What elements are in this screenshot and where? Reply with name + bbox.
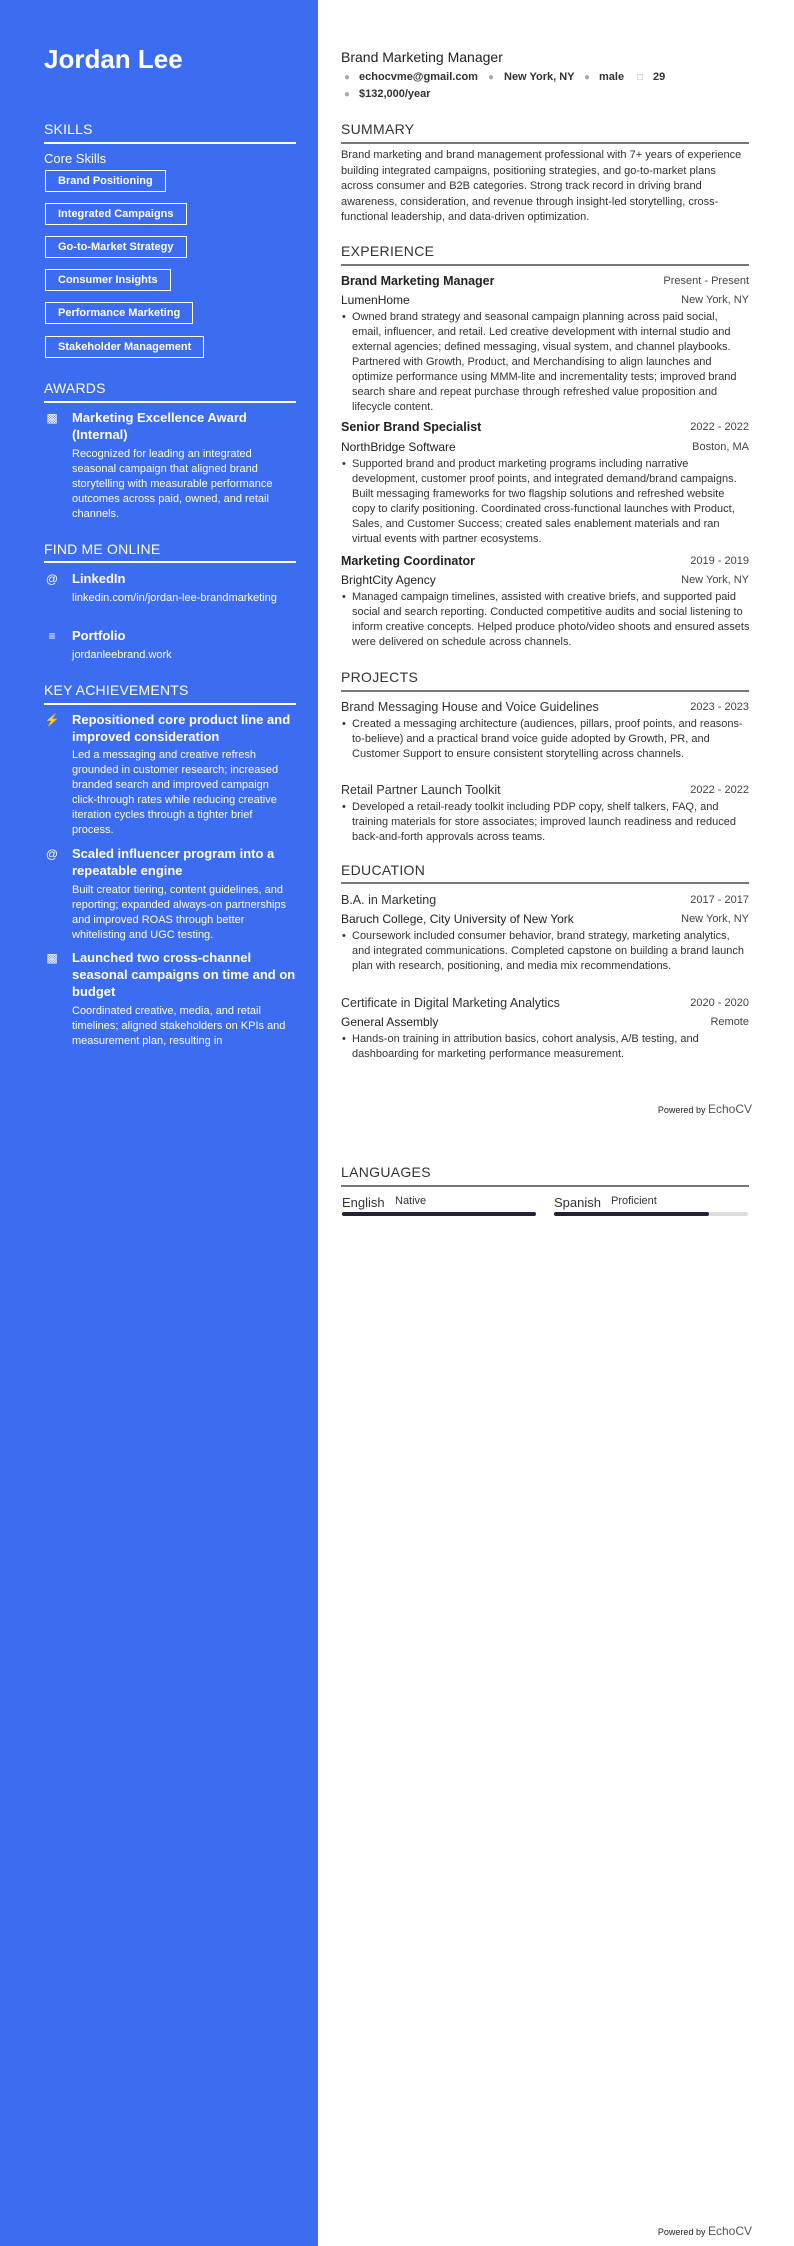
at-sign-icon: @ bbox=[45, 847, 59, 861]
skill-chip: Performance Marketing bbox=[45, 302, 193, 324]
find-me-online-heading: FIND ME ONLINE bbox=[44, 541, 161, 557]
trophy-icon: ▩ bbox=[46, 951, 58, 965]
job-title: Senior Brand Specialist bbox=[341, 420, 482, 434]
education-heading: EDUCATION bbox=[341, 862, 426, 878]
award-title: Marketing Excellence Award (Internal) bbox=[72, 410, 247, 442]
school-location: Remote bbox=[710, 1016, 749, 1028]
job-location: Boston, MA bbox=[692, 441, 749, 453]
school-name: Baruch College, City University of New York bbox=[341, 912, 574, 926]
echocv-brand[interactable]: EchoCV bbox=[707, 2224, 752, 2238]
core-skills-subheading: Core Skills bbox=[44, 151, 107, 166]
job-bullet: • Supported brand and product marketing programs including narrative development, customer proof points, and integrated demand/brand campaigns. Built messaging frameworks for two flagship solutions and refreshed website copy to clarify positioning. Coordinated cross-functional launches with Product, Sales, and Customer Success; created sales enablement materials and ran virtual events with partner ecosystems. bbox=[352, 457, 750, 547]
summary-text: Brand marketing and brand management professional with 7+ years of experience building integrated campaigns, positioning strategies, and go-to-market plans across consumer and B2B categories. Strong track record in driving brand awareness, consideration, and revenue through insight-led storytelling, cross-functional leadership, and data-driven optimization. bbox=[341, 149, 742, 223]
language-bar-track bbox=[342, 1212, 536, 1216]
achievement-description: Built creator tiering, content guidelines, and reporting; expanded always-on partnerships and improved ROAS through better whitelisting and UGC testing. bbox=[72, 884, 287, 941]
award-description: Recognized for leading an integrated seasonal campaign that aligned brand storytelling with measurable performance outcomes across paid, owned, and retail channels. bbox=[72, 448, 273, 520]
contact-location: New York, NY bbox=[504, 71, 575, 83]
job-location: New York, NY bbox=[681, 294, 749, 306]
email-icon: ● bbox=[343, 72, 351, 83]
degree-title: Certificate in Digital Marketing Analytics bbox=[341, 996, 560, 1010]
language-bar-fill bbox=[554, 1212, 709, 1216]
education-bullet: • Hands-on training in attribution basics, cohort analysis, A/B testing, and dashboarding for marketing performance measurement. bbox=[352, 1032, 750, 1062]
contact-gender: male bbox=[599, 71, 625, 83]
linkedin-link[interactable]: linkedin.com/in/jordan-lee-brandmarketing bbox=[72, 592, 277, 604]
education-bullet: • Coursework included consumer behavior, brand strategy, marketing analytics, and integrated communications. Completed capstone on building a brand launch plan with research, positioning, and media mix recommendations. bbox=[352, 929, 750, 974]
language-level: Native bbox=[395, 1195, 427, 1207]
degree-title: B.A. in Marketing bbox=[341, 893, 437, 907]
lightning-icon: ⚡ bbox=[44, 713, 60, 727]
portfolio-title: Portfolio bbox=[72, 628, 126, 643]
job-dates: 2022 - 2022 bbox=[690, 421, 749, 433]
find-me-online-divider bbox=[44, 561, 296, 563]
linkedin-title: LinkedIn bbox=[72, 571, 126, 586]
summary-heading: SUMMARY bbox=[341, 121, 415, 137]
education-divider bbox=[341, 882, 749, 884]
skill-chip: Stakeholder Management bbox=[45, 336, 204, 358]
school-name: General Assembly bbox=[341, 1015, 439, 1029]
project-dates: 2023 - 2023 bbox=[690, 701, 749, 713]
candidate-name: Jordan Lee bbox=[44, 44, 183, 74]
degree-dates: 2020 - 2020 bbox=[690, 997, 749, 1009]
link-lines-icon: ≡ bbox=[48, 629, 56, 643]
skill-chip: Go-to-Market Strategy bbox=[45, 236, 187, 258]
summary-divider bbox=[341, 142, 749, 144]
portfolio-link[interactable]: jordanleebrand.work bbox=[72, 649, 172, 661]
achievement-description: Coordinated creative, media, and retail timelines; aligned stakeholders on KPIs and measurement plan, resulting in bbox=[72, 1005, 286, 1047]
headline: Brand Marketing Manager bbox=[341, 49, 503, 65]
skill-chip: Consumer Insights bbox=[45, 269, 171, 291]
key-achievements-divider bbox=[44, 703, 296, 705]
awards-divider bbox=[44, 401, 296, 403]
languages-heading: LANGUAGES bbox=[341, 1164, 431, 1180]
job-title: Brand Marketing Manager bbox=[341, 274, 495, 288]
contact-email[interactable]: echocvme@gmail.com bbox=[359, 71, 478, 83]
job-company: BrightCity Agency bbox=[341, 573, 436, 587]
job-company: NorthBridge Software bbox=[341, 440, 456, 454]
contact-salary: $132,000/year bbox=[359, 88, 431, 100]
projects-heading: PROJECTS bbox=[341, 669, 419, 685]
job-bullet: • Owned brand strategy and seasonal campaign planning across paid social, email, influencer, and retail. Led creative development with internal studio and external agencies; defined messaging, visual system, and channel playbooks. Partnered with Growth, Product, and Merchandising to align launches and optimize performance using MMM-lite and incrementality tests; improved brand search share and repeat purchase through refreshed value proposition and lifecycle content. bbox=[352, 310, 750, 415]
language-bar-fill bbox=[342, 1212, 536, 1216]
achievement-description: Led a messaging and creative refresh grounded in customer research; increased branded search and improved campaign click-through rates while reducing creative iteration cycles through a tighter brief process. bbox=[72, 749, 279, 836]
job-dates: Present - Present bbox=[663, 275, 749, 287]
echocv-brand[interactable]: EchoCV bbox=[707, 1102, 752, 1116]
job-company: LumenHome bbox=[341, 293, 410, 307]
key-achievements-heading: KEY ACHIEVEMENTS bbox=[44, 682, 189, 698]
job-dates: 2019 - 2019 bbox=[690, 555, 749, 567]
skill-chip: Brand Positioning bbox=[45, 170, 166, 192]
achievement-title: Launched two cross-channel seasonal campaigns on time and on budget bbox=[72, 950, 296, 999]
achievement-title: Repositioned core product line and improved consideration bbox=[72, 712, 291, 744]
language-name: English bbox=[342, 1195, 385, 1210]
sidebar bbox=[0, 0, 318, 2246]
skills-heading: SKILLS bbox=[44, 121, 93, 137]
language-level: Proficient bbox=[611, 1195, 657, 1207]
project-dates: 2022 - 2022 bbox=[690, 784, 749, 796]
degree-dates: 2017 - 2017 bbox=[690, 894, 749, 906]
at-sign-icon: @ bbox=[45, 572, 59, 586]
job-location: New York, NY bbox=[681, 574, 749, 586]
experience-heading: EXPERIENCE bbox=[341, 243, 435, 259]
project-bullet: • Developed a retail-ready toolkit including PDP copy, shelf talkers, FAQ, and training materials for store associates; improved launch readiness and reduced back-and-forth approvals across teams. bbox=[352, 800, 750, 845]
skill-chip: Integrated Campaigns bbox=[45, 203, 187, 225]
contact-age: 29 bbox=[653, 71, 666, 83]
school-location: New York, NY bbox=[681, 913, 749, 925]
job-title: Marketing Coordinator bbox=[341, 554, 476, 568]
salary-icon: ● bbox=[343, 89, 351, 100]
person-icon: ● bbox=[583, 72, 591, 83]
powered-by-label: Powered by bbox=[657, 1105, 706, 1115]
project-title: Retail Partner Launch Toolkit bbox=[341, 783, 501, 797]
awards-heading: AWARDS bbox=[44, 380, 106, 396]
powered-by-label: Powered by bbox=[657, 2227, 706, 2237]
skills-divider bbox=[44, 142, 296, 144]
language-bar-track bbox=[554, 1212, 748, 1216]
languages-divider bbox=[341, 1185, 749, 1187]
calendar-icon: □ bbox=[636, 72, 644, 83]
location-pin-icon: ● bbox=[487, 72, 495, 83]
trophy-icon: ▩ bbox=[46, 411, 58, 425]
powered-by-footer bbox=[658, 1102, 752, 1116]
job-bullet: • Managed campaign timelines, assisted with creative briefs, and supported paid social and search reporting. Conducted competitive audits and social listening to inform creative concepts. Helped produce photo/video shoots and ensured assets were delivered on schedule across channels. bbox=[352, 590, 750, 650]
achievement-title: Scaled influencer program into a repeatable engine bbox=[72, 846, 275, 878]
language-name: Spanish bbox=[554, 1195, 601, 1210]
powered-by-footer bbox=[658, 2224, 752, 2238]
project-title: Brand Messaging House and Voice Guidelines bbox=[341, 700, 599, 714]
experience-divider bbox=[341, 264, 749, 266]
project-bullet: • Created a messaging architecture (audiences, pillars, proof points, and reasons-to-believe) and a practical brand voice guide adopted by Growth, PR, and Customer Support to ensure consistent storytelling across channels. bbox=[352, 717, 750, 762]
projects-divider bbox=[341, 690, 749, 692]
